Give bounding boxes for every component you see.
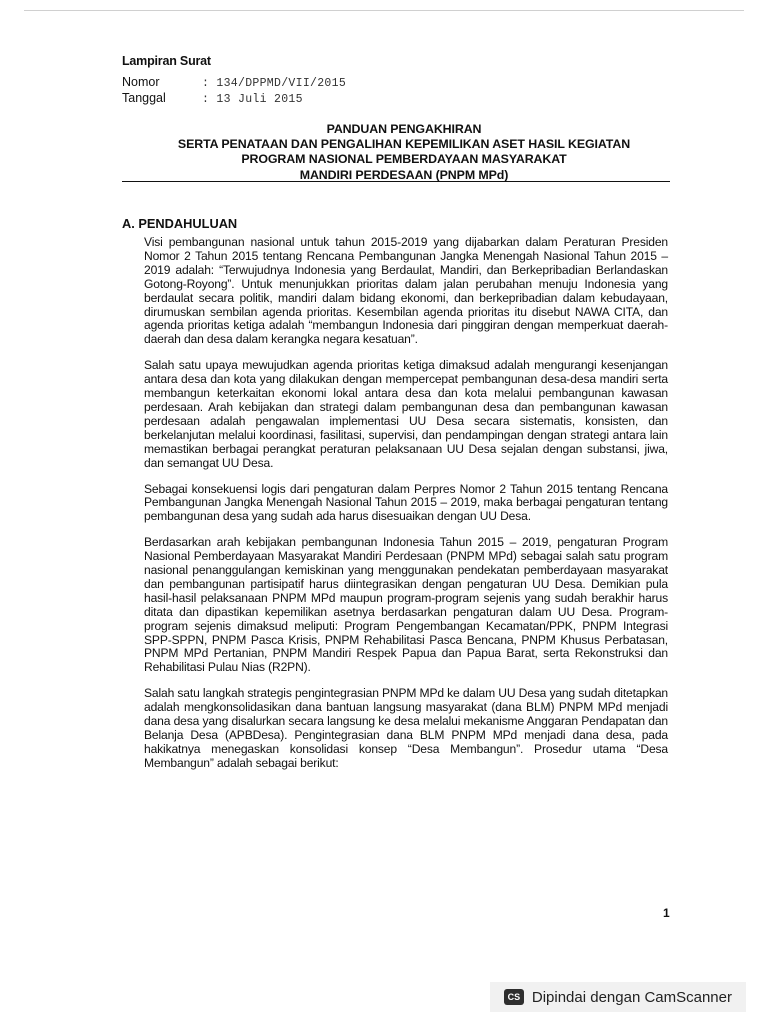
paragraph-5: Salah satu langkah strategis pengintegrasian PNPM MPd ke dalam UU Desa yang sudah ditetapkan adalah mengkonsolidasikan dana bantuan langsung masyarakat (dana BLM) PNPM MPd menjadi dana desa yang disalurkan secara langsung ke desa melalui mekanisme Anggaran Pendapatan dan Belanja Desa (APBDesa). Pengintegrasian dana BLM PNPM MPd menjadi dana desa, pada hakikatnya menegaskan konsolidasi konsep “Desa Membangun”. Prosedur utama “Desa Membangun” adalah sebagai berikut:	[144, 686, 669, 770]
paragraph-2: Salah satu upaya mewujudkan agenda prioritas ketiga dimaksud adalah mengurangi kesenjangan antara desa dan kota yang dilakukan dengan mempercepat pembangunan desa-desa mandiri serta membangun keterkaitan ekonomi lokal antara desa dan kota melalui pembangunan kawasan perdesaan. Arah kebijakan dan strategi dalam pembangunan desa dan pembangunan kawasan perdesaan adalah pengawalan implementasi UU Desa secara sistematis, konsisten, dan berkelanjutan melalui koordinasi, fasilitasi, supervisi, dan pendampingan dengan strategi antara lain memastikan berbagai perangkat peraturan pelaksanaan UU Desa sejalan dengan substansi, jiwa, dan semangat UU Desa.	[144, 358, 668, 470]
section-heading: A. PENDAHULUAN	[122, 216, 238, 231]
paragraph-1: Visi pembangunan nasional untuk tahun 2015-2019 yang dijabarkan dalam Peraturan Presiden Nomor 2 Tahun 2015 tentang Rencana Pembangunan Jangka Menengah Nasional Tahun 2015 – 2019 adalah: “Terwujudnya Indonesia yang Berdaulat, Mandiri, dan Berkepribadian Berlandaskan Gotong-Royong”. Untuk menunjukkan prioritas dalam jalan perubahan menuju Indonesia yang berdaulat secara politik, mandiri dalam bidang ekonomi, dan berkepribadian dalam kebudayaan, dirumuskan sembilan agenda prioritas. Kesembilan agenda prioritas itu disebut NAWA CITA, dan agenda prioritas ketiga adalah “membangun Indonesia dari pinggiran dengan memperkuat daerah-daerah dan desa dalam kerangka negara kesatuan”.	[144, 235, 668, 347]
top-divider	[24, 10, 744, 11]
nomor-row	[122, 75, 652, 91]
title-line-3: PROGRAM NASIONAL PEMBERDAYAAN MASYARAKAT	[241, 152, 567, 167]
tanggal-row	[122, 91, 652, 107]
tanggal-label: Tanggal	[122, 91, 166, 105]
watermark-text: Dipindai dengan CamScanner	[531, 988, 732, 1006]
title-underline	[122, 181, 670, 182]
letter-header	[122, 54, 652, 107]
nomor-value: : 134/DPPMD/VII/2015	[202, 77, 347, 90]
camscanner-logo-icon: CS	[504, 989, 524, 1005]
nomor-label: Nomor	[122, 75, 160, 89]
section-body	[144, 236, 668, 783]
camscanner-watermark	[490, 982, 746, 1012]
paragraph-4: Berdasarkan arah kebijakan pembangunan Indonesia Tahun 2015 – 2019, pengaturan Program Nasional Pemberdayaan Masyarakat Mandiri Perdesaan (PNPM MPd) sebagai salah satu program nasional penanggulangan kemiskinan yang menggunakan pendekatan pemberdayaan masyarakat dan pembangunan partisipatif harus diintegrasikan dengan pengaturan UU Desa. Demikian pula hasil-hasil pelaksanaan PNPM MPd maupun program-program sejenis yang sudah berakhir harus ditata dan dipastikan kepemilikan asetnya berdasarkan pengaturan dalam UU Desa. Program-program sejenis dimaksud meliputi: Program Pengembangan Kecamatan/PPK, PNPM Integrasi SPP-SPPN, PNPM Pasca Krisis, PNPM Rehabilitasi Pasca Bencana, PNPM Khusus Perbatasan, PNPM MPd Pertanian, PNPM Mandiri Respek Papua dan Papua Barat, serta Rekonstruksi dan Rehabilitasi Pulau Nias (R2PN).	[144, 535, 668, 675]
attachment-title: Lampiran Surat	[122, 54, 211, 68]
title-line-4: MANDIRI PERDESAAN (PNPM MPd)	[299, 167, 509, 182]
document-title	[140, 122, 668, 183]
title-line-2: SERTA PENATAAN DAN PENGALIHAN KEPEMILIKAN ASET HASIL KEGIATAN	[177, 137, 631, 152]
title-line-1: PANDUAN PENGAKHIRAN	[326, 122, 482, 136]
paragraph-3: Sebagai konsekuensi logis dari pengaturan dalam Perpres Nomor 2 Tahun 2015 tentang Rencana Pembangunan Jangka Menengah Nasional Tahun 2015 – 2019, maka berbagai pengaturan tentang pembangunan desa yang sudah ada harus disesuaikan dengan UU Desa.	[144, 481, 668, 524]
page-number: 1	[663, 906, 670, 920]
tanggal-value: : 13 Juli 2015	[202, 93, 303, 106]
